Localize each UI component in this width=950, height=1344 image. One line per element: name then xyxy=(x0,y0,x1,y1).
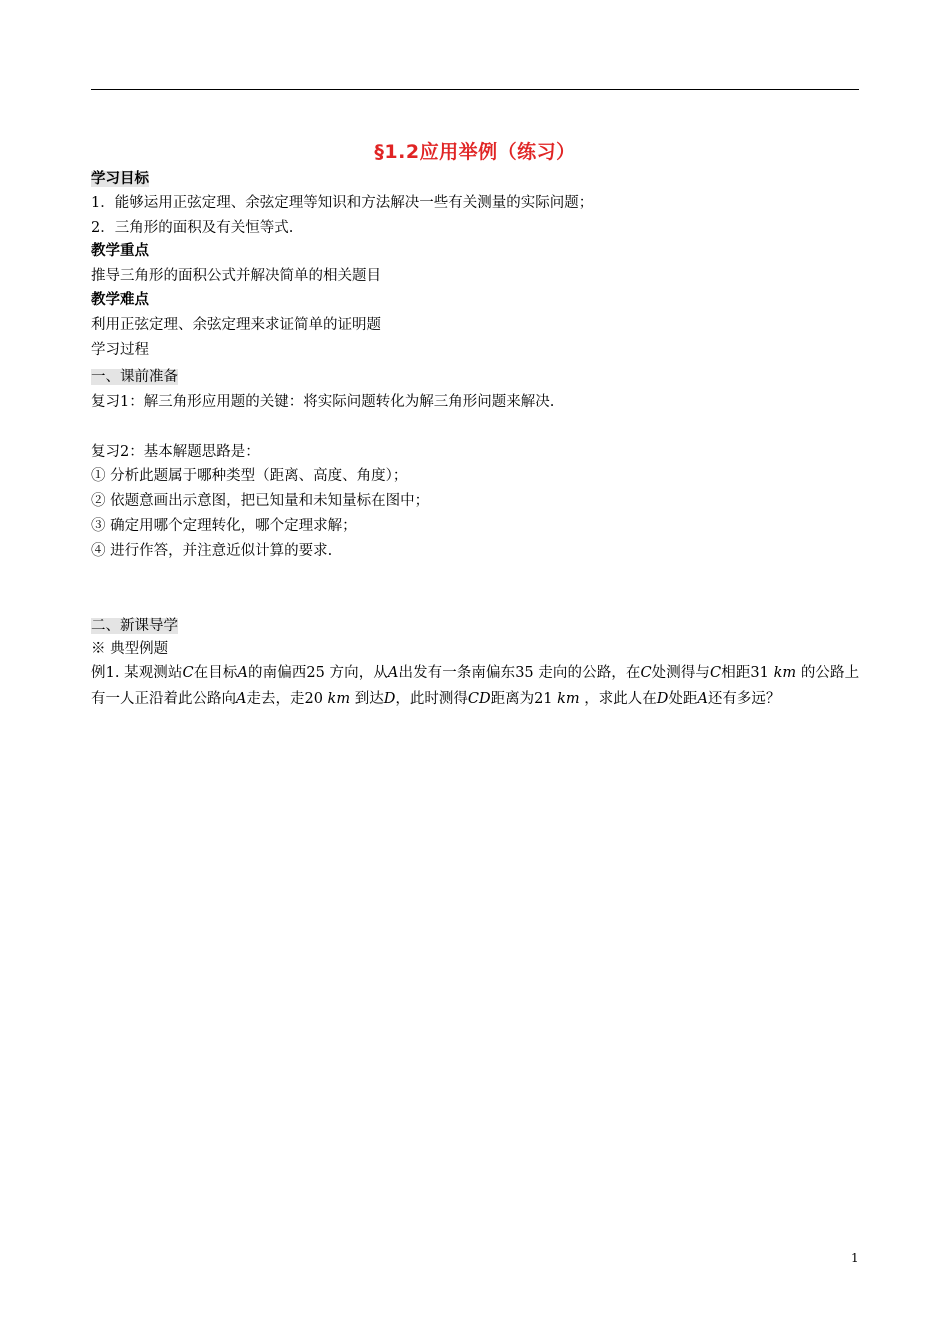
page-number: 1 xyxy=(851,1251,859,1265)
difficulty-text: 利用正弦定理、余弦定理来求证简单的证明题 xyxy=(91,317,381,333)
section2-heading: 二、新课导学 xyxy=(91,618,178,634)
step-item-2: ② 依题意画出示意图，把已知量和未知量标在图中； xyxy=(91,493,430,509)
goal-item-1: 1．能够运用正弦定理、余弦定理等知识和方法解决一些有关测量的实际问题； xyxy=(91,195,594,211)
page-title: §1.2应用举例（练习） xyxy=(374,141,576,163)
process-label: 学习过程 xyxy=(91,342,149,358)
review2-intro: 复习2：基本解题思路是： xyxy=(91,444,260,460)
section1-heading: 一、课前准备 xyxy=(91,369,178,385)
example-1-text: 例1. 某观测站C在目标A的南偏西25 方向，从A出发有一条南偏东35 走向的公路，在C处测得与C相距31 km 的公路上有一人正沿着此公路向A走去，走20 km 到达D，此时测得CD距离为21 km ，求此人在D处距A还有多远？ xyxy=(91,665,860,707)
goals-heading: 学习目标 xyxy=(91,171,149,187)
header-rule xyxy=(91,89,859,90)
review1-text: 复习1：解三角形应用题的关键：将实际问题转化为解三角形问题来解决. xyxy=(91,394,555,410)
step-item-1: ① 分析此题属于哪种类型（距离、高度、角度）； xyxy=(91,468,408,484)
difficulty-heading: 教学难点 xyxy=(91,292,149,308)
step-item-4: ④ 进行作答，并注意近似计算的要求. xyxy=(91,543,333,559)
goal-item-2: 2．三角形的面积及有关恒等式. xyxy=(91,220,294,236)
key-points-heading: 教学重点 xyxy=(91,243,149,259)
step-item-3: ③ 确定用哪个定理转化，哪个定理求解； xyxy=(91,518,357,534)
examples-label: ※ 典型例题 xyxy=(91,641,169,657)
key-points-text: 推导三角形的面积公式并解决简单的相关题目 xyxy=(91,268,381,284)
